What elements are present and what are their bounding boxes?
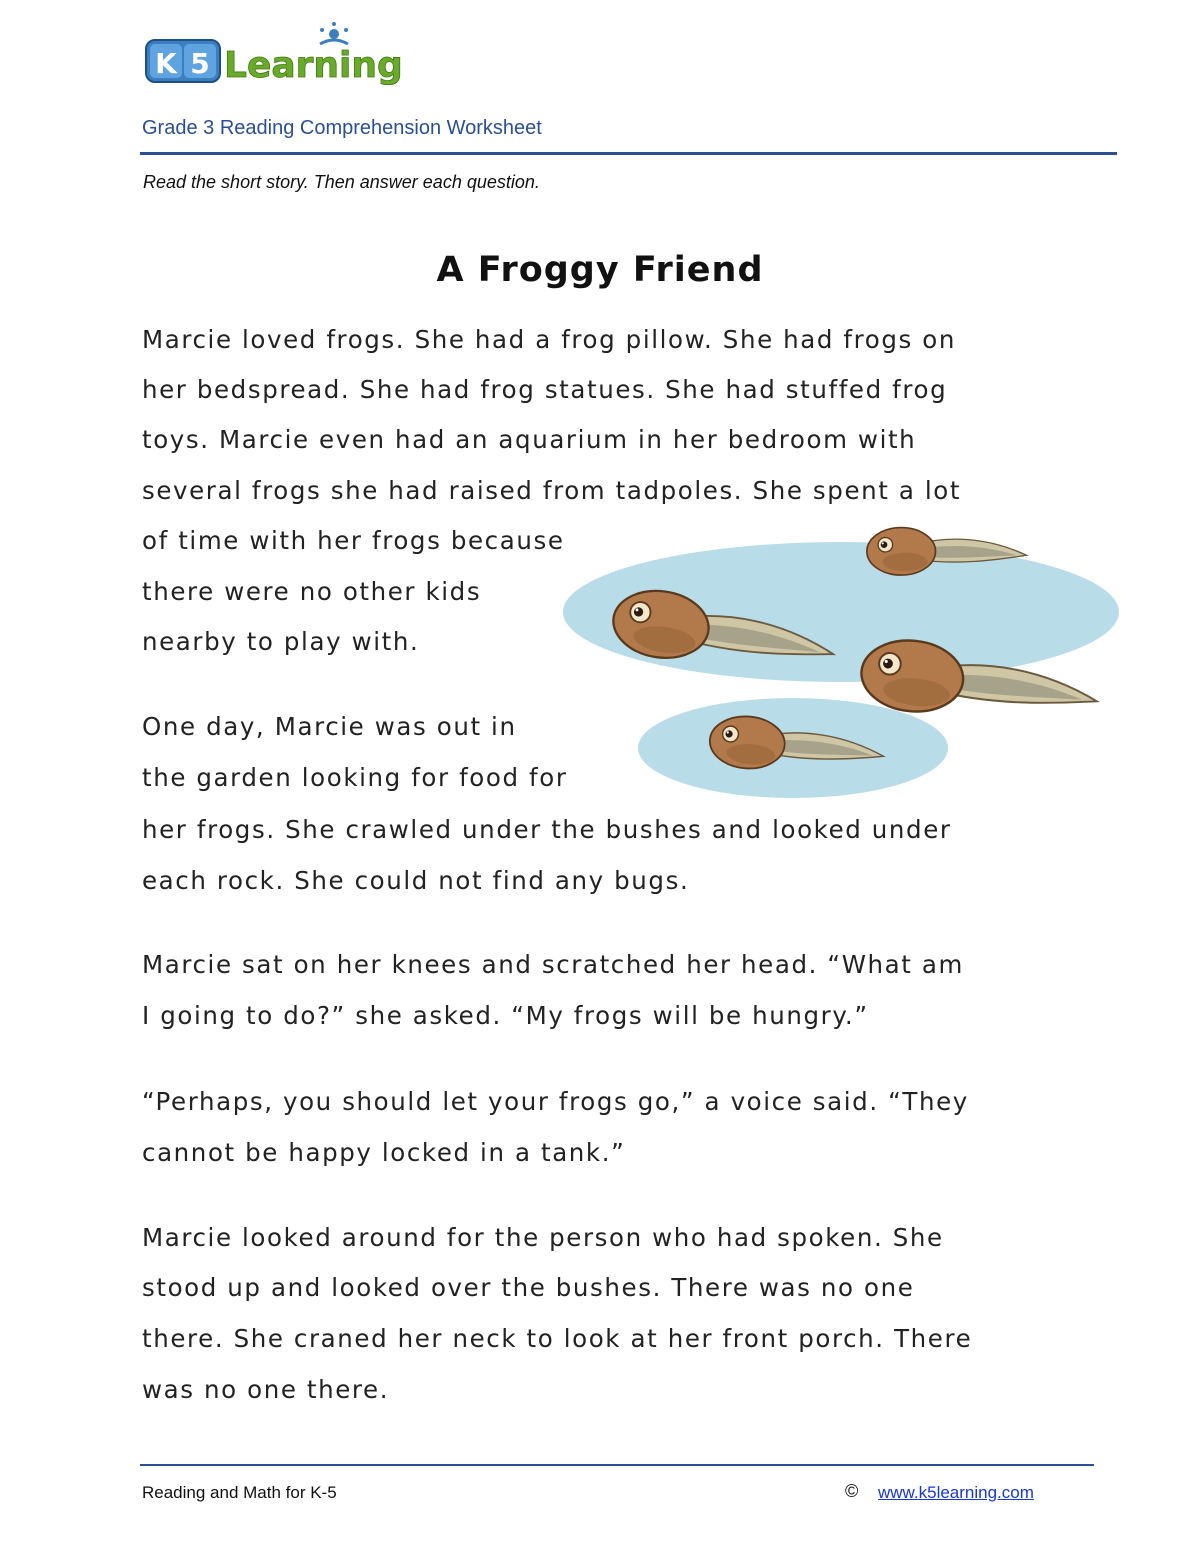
story-line: there. She craned her neck to look at her front porch. There — [142, 1324, 973, 1353]
story-line: the garden looking for food for — [142, 763, 568, 792]
tadpoles-in-pond-illustration-icon — [558, 520, 1128, 810]
k5learning-link[interactable]: www.k5learning.com — [878, 1483, 1034, 1502]
story-line: her frogs. She crawled under the bushes and looked under — [142, 815, 952, 844]
header-divider — [140, 152, 1117, 155]
story-line: Marcie sat on her knees and scratched her head. “What am — [142, 950, 964, 979]
copyright-symbol: © — [845, 1481, 859, 1501]
story-line: cannot be happy locked in a tank.” — [142, 1138, 626, 1167]
instructions: Read the short story. Then answer each question. — [143, 172, 540, 192]
story-line: Marcie loved frogs. She had a frog pillow. She had frogs on — [142, 325, 957, 354]
story-line: Marcie looked around for the person who had spoken. She — [142, 1223, 944, 1252]
footer-tagline: Reading and Math for K-5 — [142, 1483, 337, 1502]
story-line: I going to do?” she asked. “My frogs will be hungry.” — [142, 1001, 869, 1030]
story-line: her bedspread. She had frog statues. She had stuffed frog — [142, 375, 948, 404]
story-line: was no one there. — [142, 1375, 390, 1404]
svg-text:Learning: Learning — [224, 45, 403, 86]
tadpoles-illustration — [558, 520, 1128, 810]
svg-text:5: 5 — [190, 47, 210, 80]
footer-divider — [140, 1464, 1094, 1466]
k5-learning-logo — [144, 22, 404, 92]
story-line: One day, Marcie was out in — [142, 712, 517, 741]
story-line: stood up and looked over the bushes. There was no one — [142, 1273, 915, 1302]
story-title: A Froggy Friend — [436, 250, 764, 290]
story-line: there were no other kids — [142, 577, 482, 606]
story-line: nearby to play with. — [142, 627, 420, 656]
svg-text:K: K — [155, 47, 177, 80]
worksheet-title: Grade 3 Reading Comprehension Worksheet — [142, 117, 542, 139]
story-line: “Perhaps, you should let your frogs go,” a voice said. “They — [142, 1087, 969, 1116]
story-line: several frogs she had raised from tadpoles. She spent a lot — [142, 476, 962, 505]
story-line: each rock. She could not find any bugs. — [142, 866, 690, 895]
story-line: of time with her frogs because — [142, 526, 565, 555]
k5-logo-icon — [144, 22, 404, 92]
story-line: toys. Marcie even had an aquarium in her bedroom with — [142, 425, 917, 454]
